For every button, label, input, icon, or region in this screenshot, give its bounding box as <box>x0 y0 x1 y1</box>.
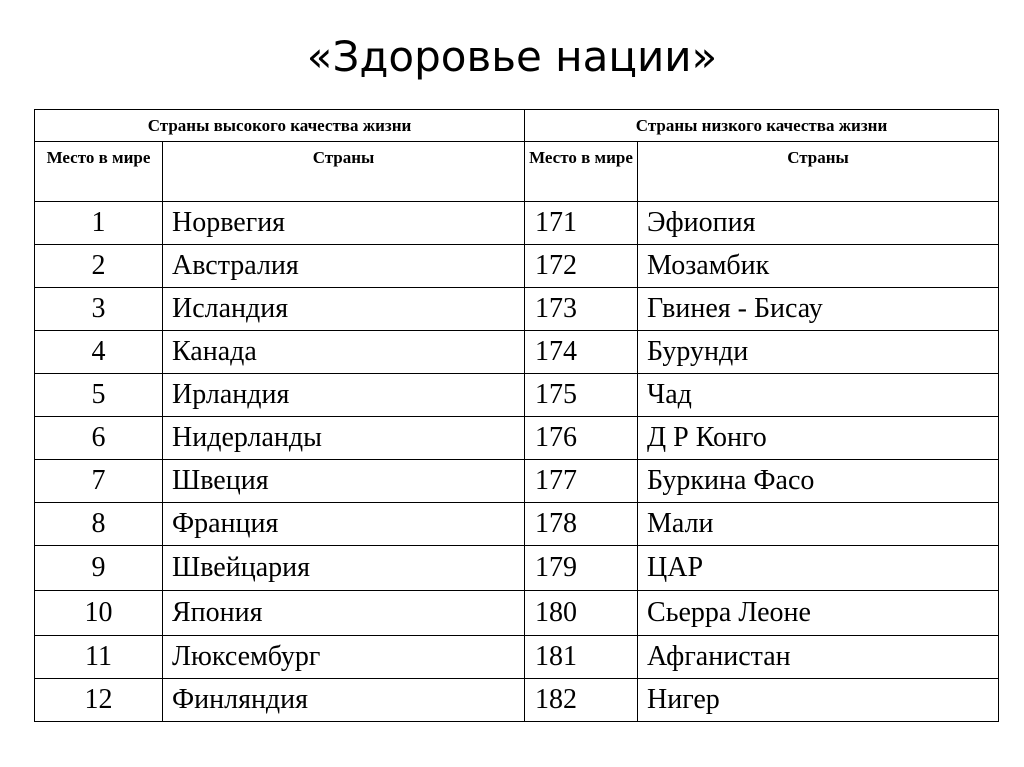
place-low-cell: 172 <box>525 245 638 288</box>
place-high-cell: 2 <box>35 245 163 288</box>
place-low-cell: 182 <box>525 679 638 722</box>
country-high-cell: Австралия <box>163 245 525 288</box>
place-low-cell: 179 <box>525 546 638 591</box>
country-high-cell: Франция <box>163 503 525 546</box>
place-low-cell: 180 <box>525 591 638 636</box>
table-row <box>35 374 999 417</box>
country-low-cell: Эфиопия <box>638 202 999 245</box>
country-low-cell: Д Р Конго <box>638 417 999 460</box>
low-quality-group-header: Страны низкого качества жизни <box>525 110 999 142</box>
country-high-cell: Нидерланды <box>163 417 525 460</box>
table-row <box>35 331 999 374</box>
table-row <box>35 202 999 245</box>
country-low-cell: Афганистан <box>638 636 999 679</box>
country-low-cell: Мали <box>638 503 999 546</box>
place-high-cell: 5 <box>35 374 163 417</box>
place-high-cell: 10 <box>35 591 163 636</box>
country-low-cell: Мозамбик <box>638 245 999 288</box>
country-high-cell: Япония <box>163 591 525 636</box>
table-row <box>35 636 999 679</box>
group-header-row <box>35 110 999 142</box>
table-row <box>35 245 999 288</box>
place-low-header: Место в мире <box>525 142 638 202</box>
country-low-cell: ЦАР <box>638 546 999 591</box>
table-row <box>35 591 999 636</box>
country-low-cell: Нигер <box>638 679 999 722</box>
place-high-cell: 1 <box>35 202 163 245</box>
place-low-cell: 171 <box>525 202 638 245</box>
place-low-cell: 181 <box>525 636 638 679</box>
country-high-cell: Финляндия <box>163 679 525 722</box>
country-low-cell: Сьерра Леоне <box>638 591 999 636</box>
place-high-cell: 12 <box>35 679 163 722</box>
place-high-header: Место в мире <box>35 142 163 202</box>
country-high-cell: Ирландия <box>163 374 525 417</box>
country-high-cell: Швеция <box>163 460 525 503</box>
place-low-cell: 173 <box>525 288 638 331</box>
place-low-cell: 174 <box>525 331 638 374</box>
place-high-cell: 11 <box>35 636 163 679</box>
column-header-row <box>35 142 999 202</box>
quality-of-life-table <box>34 109 999 722</box>
country-high-cell: Норвегия <box>163 202 525 245</box>
country-high-cell: Исландия <box>163 288 525 331</box>
place-high-cell: 4 <box>35 331 163 374</box>
country-low-cell: Бурунди <box>638 331 999 374</box>
place-low-cell: 175 <box>525 374 638 417</box>
countries-high-header: Страны <box>163 142 525 202</box>
table-row <box>35 546 999 591</box>
country-low-cell: Буркина Фасо <box>638 460 999 503</box>
place-low-cell: 178 <box>525 503 638 546</box>
country-high-cell: Люксембург <box>163 636 525 679</box>
country-high-cell: Швейцария <box>163 546 525 591</box>
table-row <box>35 460 999 503</box>
table-row <box>35 503 999 546</box>
place-high-cell: 3 <box>35 288 163 331</box>
place-high-cell: 7 <box>35 460 163 503</box>
country-low-cell: Гвинея - Бисау <box>638 288 999 331</box>
place-high-cell: 8 <box>35 503 163 546</box>
high-quality-group-header: Страны высокого качества жизни <box>35 110 525 142</box>
place-high-cell: 9 <box>35 546 163 591</box>
countries-low-header: Страны <box>638 142 999 202</box>
place-low-cell: 176 <box>525 417 638 460</box>
table-row <box>35 679 999 722</box>
country-low-cell: Чад <box>638 374 999 417</box>
table-row <box>35 417 999 460</box>
table-row <box>35 288 999 331</box>
page-title: «Здоровье нации» <box>306 32 718 81</box>
place-high-cell: 6 <box>35 417 163 460</box>
place-low-cell: 177 <box>525 460 638 503</box>
country-high-cell: Канада <box>163 331 525 374</box>
